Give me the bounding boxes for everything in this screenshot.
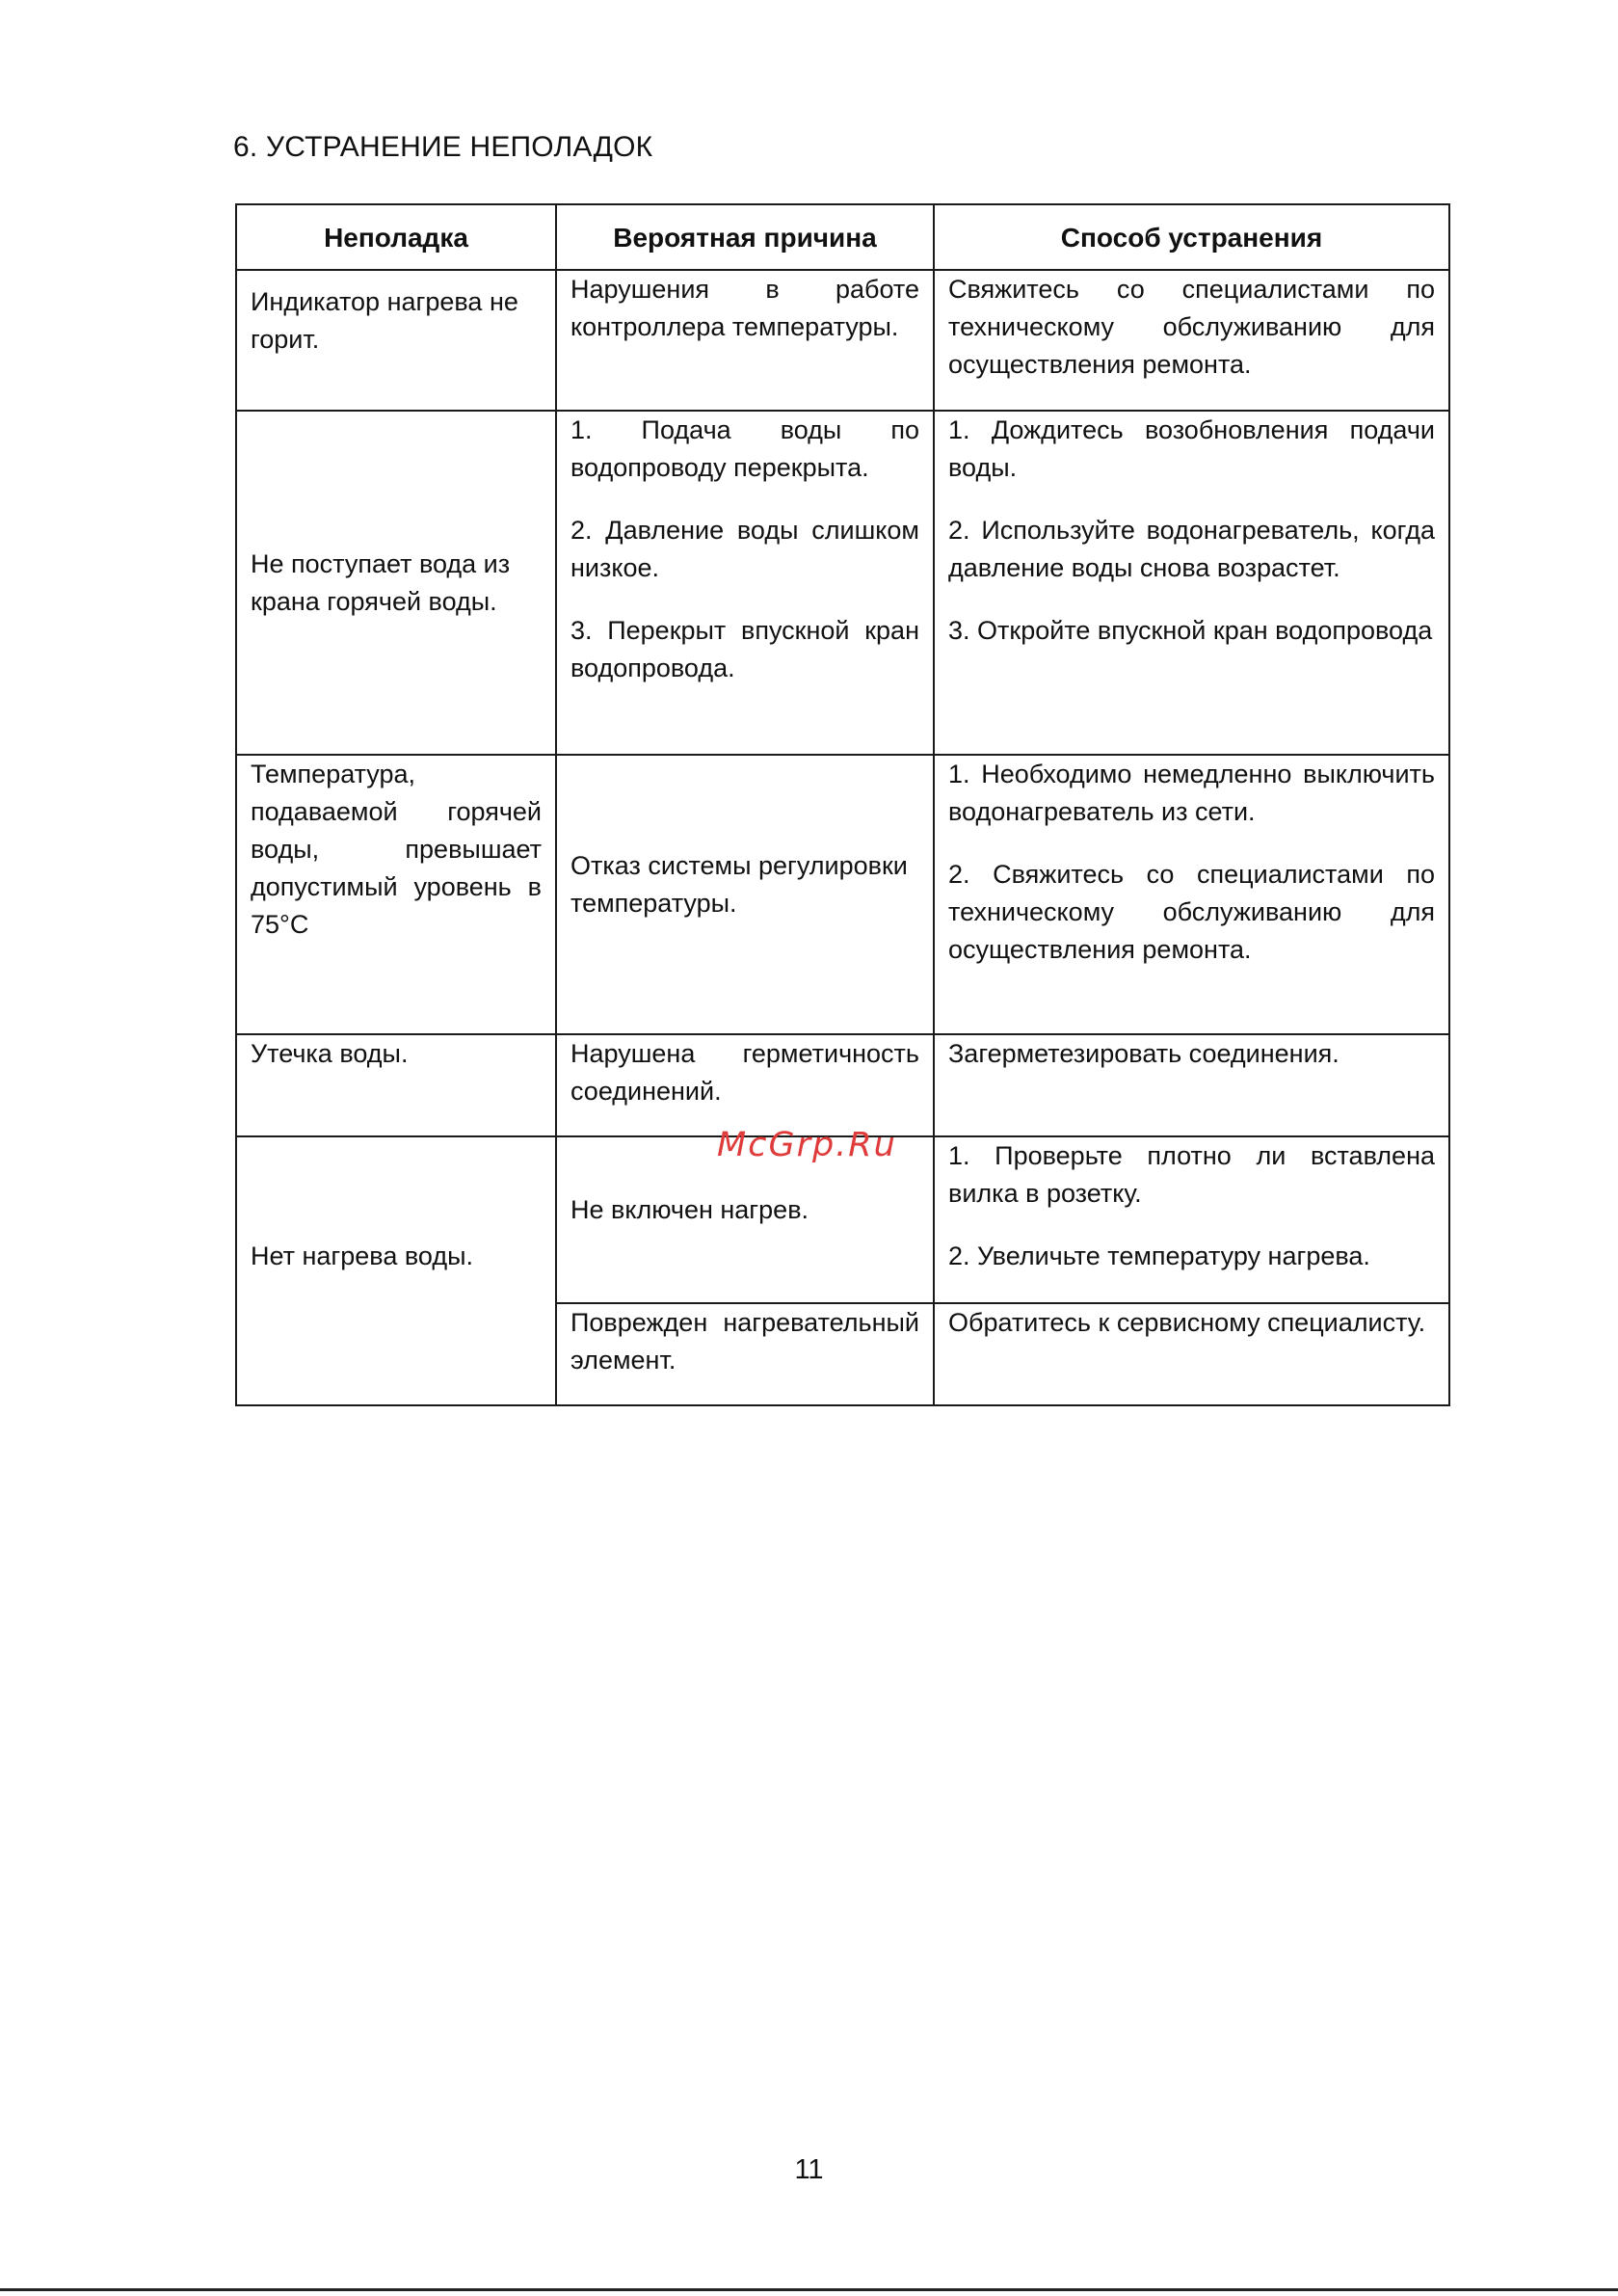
cause-text: 1. Подача воды по водопроводу перекрыта. [570, 415, 919, 482]
cause-text: 2. Давление воды слишком низкое. [570, 516, 919, 582]
remedy-text: 1. Дождитесь возобновления подачи воды. [948, 415, 1435, 482]
table-row [236, 1034, 1449, 1136]
problem-cell [236, 1136, 556, 1405]
table-row [236, 755, 1449, 1034]
problem-cell [236, 270, 556, 411]
header-problem: Неполадка [236, 204, 556, 270]
remedy-text: 1. Необходимо немедленно выключить водонагреватель из сети. [948, 760, 1435, 826]
cause-text: Нарушения в работе контроллера температуры. [570, 275, 919, 341]
table-header-row [236, 204, 1449, 270]
problem-cell [236, 411, 556, 755]
cause-cell [556, 411, 934, 755]
cause-cell [556, 1034, 934, 1136]
cause-text: 3. Перекрыт впускной кран водопровода. [570, 616, 919, 682]
cause-text: Нарушена герметичность соединений. [570, 1039, 919, 1106]
remedy-text: 2. Используйте водонагреватель, когда давление воды снова возрастет. [948, 516, 1435, 582]
cause-text: Не включен нагрев. [570, 1195, 809, 1224]
table-row [236, 411, 1449, 755]
watermark: McGrp.Ru [717, 1126, 897, 1164]
remedy-text: 2. Увеличьте температуру нагрева. [948, 1241, 1370, 1270]
remedy-cell [934, 1034, 1449, 1136]
remedy-cell [934, 270, 1449, 411]
header-remedy: Способ устранения [934, 204, 1449, 270]
cause-cell [556, 755, 934, 1034]
problem-text: Нет нагрева воды. [251, 1241, 473, 1270]
problem-cell [236, 755, 556, 1034]
problem-text: Индикатор нагрева не горит. [251, 287, 518, 354]
remedy-text: 1. Проверьте плотно ли вставлена вилка в розетку. [948, 1141, 1435, 1208]
remedy-text: Загерметезировать соединения. [948, 1039, 1339, 1068]
remedy-text: Свяжитесь со специалистами по техническому обслуживанию для осуществления ремонта. [948, 275, 1435, 379]
problem-text: Температура, подаваемой горячей воды, превышает допустимый уровень в 75°C [251, 760, 542, 939]
remedy-cell [934, 1136, 1449, 1303]
header-cause: Вероятная причина [556, 204, 934, 270]
problem-text: Не поступает вода из крана горячей воды. [251, 548, 511, 616]
remedy-text: Обратитесь к сервисному специалисту. [948, 1308, 1426, 1337]
page-title: 6. УСТРАНЕНИЕ НЕПОЛАДОК [233, 131, 653, 163]
problem-cell [236, 1034, 556, 1136]
remedy-text: 2. Свяжитесь со специалистами по техническому обслуживанию для осуществления ремонта. [948, 860, 1435, 964]
cause-text: Отказ системы регулировки температуры. [570, 851, 908, 918]
troubleshooting-table [235, 203, 1450, 1406]
cause-cell [556, 1303, 934, 1405]
remedy-cell [934, 411, 1449, 755]
cause-cell [556, 270, 934, 411]
table-row [236, 270, 1449, 411]
cause-text: Поврежден нагревательный элемент. [570, 1308, 919, 1375]
problem-text: Утечка воды. [251, 1039, 409, 1068]
remedy-cell [934, 755, 1449, 1034]
page-number: 11 [794, 2154, 824, 2185]
page-bottom-edge [0, 2288, 1618, 2291]
remedy-cell [934, 1303, 1449, 1405]
remedy-text: 3. Откройте впускной кран водопровода [948, 616, 1433, 645]
